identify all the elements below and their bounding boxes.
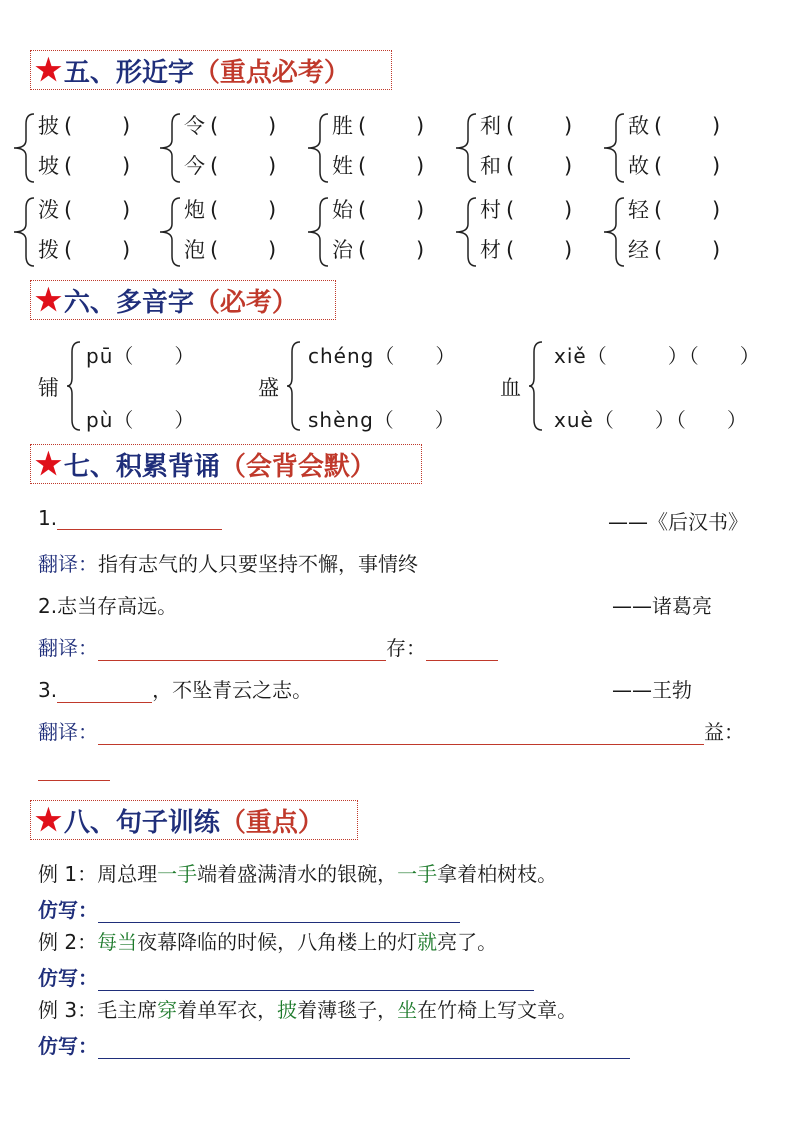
answer-blank[interactable] [98, 1036, 630, 1059]
character: 泼 [38, 198, 59, 222]
paren-right: ) [564, 154, 573, 178]
character: 利 [480, 114, 501, 138]
section-6-title [30, 280, 336, 320]
section-8-heading: 八、句子训练 [63, 807, 220, 838]
poly-char: 盛 [258, 376, 279, 400]
paren-left: ( [506, 198, 515, 222]
translation-line-2: 翻译： 存： [38, 632, 498, 661]
imitation-label: 仿写： [38, 898, 98, 922]
brace-icon [306, 108, 330, 188]
imitation-label: 仿写： [38, 1034, 98, 1058]
paren-left: ( [358, 154, 367, 178]
char-pair-row [480, 234, 572, 264]
recite-line-3: 3. ，不坠青云之志。 [38, 678, 313, 702]
character: 坡 [38, 154, 59, 178]
brace-icon [454, 192, 478, 272]
char-pair-row [38, 234, 130, 264]
answer-blank[interactable] [57, 507, 222, 530]
translation-label: 翻译： [38, 720, 98, 744]
paren-right: ) [268, 154, 277, 178]
answer-blank[interactable] [38, 758, 110, 781]
answer-blank[interactable] [57, 680, 152, 703]
paren-left: ( [654, 114, 663, 138]
brace-icon [602, 192, 626, 272]
imitation-line-1 [38, 894, 460, 923]
paren-left: ( [210, 114, 219, 138]
char-pair-row [38, 194, 130, 224]
pinyin-option: xuè（ [554, 408, 615, 432]
character: 披 [38, 114, 59, 138]
character: 故 [628, 154, 649, 178]
section-6-note: （必考） [193, 287, 298, 318]
brace-icon [158, 108, 182, 188]
answer-blank[interactable] [98, 968, 534, 991]
paren-right: ) [564, 198, 573, 222]
char-pair-row [332, 234, 424, 264]
paren-left: ( [358, 114, 367, 138]
paren-left: ( [210, 154, 219, 178]
imitation-label: 仿写： [38, 966, 98, 990]
example-sentence-3: 例 3：毛主席穿着单军衣，披着薄毯子，坐在竹椅上写文章。 [38, 998, 578, 1022]
char-pair-row [184, 194, 276, 224]
char-pair [12, 108, 152, 188]
character: 令 [184, 114, 205, 138]
paren-right: ) [416, 154, 425, 178]
answer-blank[interactable] [98, 900, 460, 923]
paren-right: ) [712, 114, 721, 138]
recite-line-1: 1. [38, 506, 222, 530]
star-icon: ★ [35, 802, 62, 838]
paren-right: ) [268, 114, 277, 138]
paren-left: ( [64, 198, 73, 222]
paren-right: ) [122, 154, 131, 178]
recite-source-1: ——《后汉书》 [608, 510, 748, 534]
brace-icon [454, 108, 478, 188]
paren-left: ( [506, 154, 515, 178]
translation-line-1: 翻译：指有志气的人只要坚持不懈，事情终 [38, 552, 418, 576]
pinyin-option: chéng（ [308, 344, 396, 368]
char-pair [12, 192, 152, 272]
char-pair-row [628, 194, 720, 224]
star-icon: ★ [35, 282, 62, 318]
answer-blank[interactable] [426, 638, 498, 661]
char-pair-row [184, 234, 276, 264]
section-6-heading: 六、多音字 [63, 287, 194, 318]
section-5-note: （重点必考） [193, 57, 350, 88]
character: 材 [480, 238, 501, 262]
character: 泡 [184, 238, 205, 262]
character: 拨 [38, 238, 59, 262]
char-pair [454, 108, 594, 188]
char-pair-row [480, 110, 572, 140]
brace-icon [12, 192, 36, 272]
paren-left: ( [506, 238, 515, 262]
brace-icon [158, 192, 182, 272]
brace-icon [12, 108, 36, 188]
character: 炮 [184, 198, 205, 222]
brace-icon [286, 340, 302, 432]
paren-left: ( [64, 114, 73, 138]
char-pair-row [38, 110, 130, 140]
paren-left: ( [654, 154, 663, 178]
brace-icon [66, 340, 82, 432]
pinyin-option: xiě（ [554, 344, 608, 368]
paren-left: ( [654, 198, 663, 222]
section-7-note: （会背会默） [219, 451, 376, 482]
character: 和 [480, 154, 501, 178]
paren-left: ( [210, 238, 219, 262]
character: 轻 [628, 198, 649, 222]
section-7-title [30, 444, 422, 484]
star-icon: ★ [35, 446, 62, 482]
paren-right: ) [122, 238, 131, 262]
char-pair [158, 192, 298, 272]
brace-icon [528, 340, 544, 432]
brace-icon [602, 108, 626, 188]
answer-blank[interactable] [98, 638, 386, 661]
char-pair [602, 108, 742, 188]
recite-line-2: 2.志当存高远。 [38, 594, 178, 618]
char-pair [306, 192, 446, 272]
answer-blank[interactable] [98, 722, 704, 745]
example-sentence-2: 例 2：每当夜幕降临的时候，八角楼上的灯就亮了。 [38, 930, 498, 954]
paren-right: ) [268, 238, 277, 262]
paren-right: ) [416, 198, 425, 222]
section-5-heading: 五、形近字 [63, 57, 194, 88]
translation-label: 翻译： [38, 552, 98, 576]
imitation-line-3 [38, 1030, 630, 1059]
character: 始 [332, 198, 353, 222]
char-pair [454, 192, 594, 272]
character: 今 [184, 154, 205, 178]
paren-left: ( [358, 238, 367, 262]
character: 村 [480, 198, 501, 222]
translation-label: 翻译： [38, 636, 98, 660]
section-8-title [30, 800, 358, 840]
char-pair [306, 108, 446, 188]
poly-char: 血 [500, 376, 521, 400]
section-5-title [30, 50, 392, 90]
section-8-note: （重点） [219, 807, 324, 838]
paren-left: ( [358, 198, 367, 222]
pinyin-option: shèng（ [308, 408, 395, 432]
char-pair-row [184, 150, 276, 180]
paren-left: ( [654, 238, 663, 262]
paren-right: ) [416, 238, 425, 262]
paren-left: ( [210, 198, 219, 222]
translation-line-3: 翻译： 益： [38, 720, 744, 744]
section-7-heading: 七、积累背诵 [63, 451, 220, 482]
paren-right: ) [268, 198, 277, 222]
paren-right: ) [564, 238, 573, 262]
character: 经 [628, 238, 649, 262]
char-pair-row [480, 150, 572, 180]
char-pair-row [332, 150, 424, 180]
char-pair [158, 108, 298, 188]
char-pair-row [480, 194, 572, 224]
char-pair-row [332, 194, 424, 224]
paren-right: ) [122, 198, 131, 222]
paren-right: ) [122, 114, 131, 138]
paren-left: ( [506, 114, 515, 138]
paren-left: ( [64, 154, 73, 178]
char-pair-row [628, 234, 720, 264]
paren-right: ) [416, 114, 425, 138]
character: 治 [332, 238, 353, 262]
paren-right: ) [712, 238, 721, 262]
star-icon: ★ [35, 52, 62, 88]
imitation-line-2 [38, 962, 534, 991]
brace-icon [306, 192, 330, 272]
paren-right: ) [712, 198, 721, 222]
pinyin-option: pù（ [86, 408, 135, 432]
paren-right: ) [564, 114, 573, 138]
char-pair-row [184, 110, 276, 140]
paren-left: ( [64, 238, 73, 262]
recite-source-3: ——王勃 [612, 678, 692, 702]
char-pair-row [332, 110, 424, 140]
character: 胜 [332, 114, 353, 138]
character: 敌 [628, 114, 649, 138]
char-pair [602, 192, 742, 272]
poly-char: 铺 [38, 376, 59, 400]
pinyin-option: pū（ [86, 344, 135, 368]
paren-right: ) [712, 154, 721, 178]
char-pair-row [38, 150, 130, 180]
character: 姓 [332, 154, 353, 178]
char-pair-row [628, 150, 720, 180]
recite-source-2: ——诸葛亮 [612, 594, 712, 618]
char-pair-row [628, 110, 720, 140]
example-sentence-1: 例 1：周总理一手端着盛满清水的银碗，一手拿着柏树枝。 [38, 862, 558, 886]
